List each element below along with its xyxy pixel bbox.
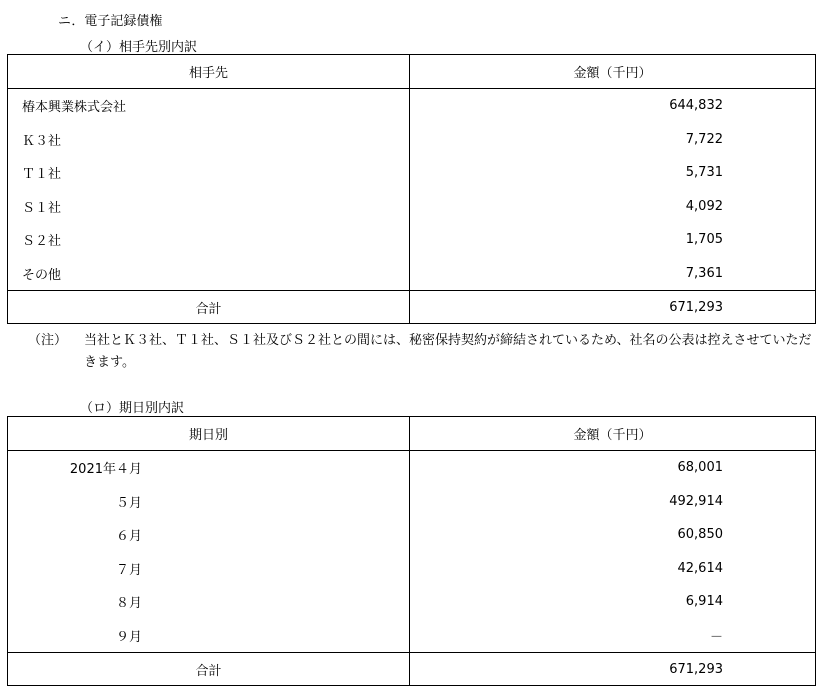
maturity-month: ７月 — [8, 552, 410, 586]
amount-cell: 7,361 — [410, 257, 816, 291]
counterparty-name: 椿本興業株式会社 — [8, 89, 410, 123]
total-amount: 671,293 — [410, 653, 816, 686]
amount-cell: 7,722 — [410, 123, 816, 157]
table-row — [8, 190, 816, 224]
footnote-mark: （注） — [28, 333, 68, 348]
counterparty-name: その他 — [8, 257, 410, 291]
table-header-row — [8, 417, 816, 451]
counterparty-breakdown-title: （イ）相手先別内訳 — [80, 40, 198, 55]
table-header-row — [8, 55, 816, 89]
total-row — [8, 291, 816, 324]
counterparty-table — [7, 54, 816, 324]
total-amount: 671,293 — [410, 291, 816, 324]
total-row — [8, 653, 816, 686]
table-row — [8, 451, 816, 485]
amount-cell: 644,832 — [410, 89, 816, 123]
table-row — [8, 485, 816, 519]
amount-cell: 5,731 — [410, 156, 816, 190]
maturity-month: ５月 — [8, 485, 410, 519]
footnote — [28, 330, 818, 374]
column-header-counterparty: 相手先 — [8, 55, 410, 89]
amount-cell: 492,914 — [410, 485, 816, 519]
maturity-month: ６月 — [8, 518, 410, 552]
total-label: 合計 — [8, 291, 410, 324]
amount-cell: 68,001 — [410, 451, 816, 485]
maturity-table — [7, 416, 816, 686]
amount-cell: 1,705 — [410, 223, 816, 257]
maturity-breakdown-title: （ロ）期日別内訳 — [80, 401, 185, 416]
total-label: 合計 — [8, 653, 410, 686]
section-heading: ニ．電子記録債権 — [58, 14, 163, 29]
amount-cell: 42,614 — [410, 552, 816, 586]
table-row — [8, 518, 816, 552]
maturity-month: ９月 — [8, 619, 410, 653]
amount-cell: 60,850 — [410, 518, 816, 552]
table-row — [8, 552, 816, 586]
table-row — [8, 223, 816, 257]
table-row — [8, 619, 816, 653]
table-row — [8, 156, 816, 190]
footnote-text: 当社とＫ３社、Ｔ１社、Ｓ１社及びＳ２社との間には、秘密保持契約が締結されているため、社名の公表は控えさせていただきます。 — [84, 333, 812, 370]
counterparty-name: Ｓ１社 — [8, 190, 410, 224]
maturity-month: ８月 — [8, 585, 410, 619]
column-header-amount: 金額（千円） — [410, 55, 816, 89]
column-header-maturity: 期日別 — [8, 417, 410, 451]
amount-cell: 6,914 — [410, 585, 816, 619]
counterparty-name: Ｔ１社 — [8, 156, 410, 190]
maturity-month: 2021年４月 — [8, 451, 410, 485]
table-row — [8, 123, 816, 157]
counterparty-name: Ｓ２社 — [8, 223, 410, 257]
column-header-amount: 金額（千円） — [410, 417, 816, 451]
table-row — [8, 89, 816, 123]
amount-cell: － — [410, 619, 816, 653]
table-row — [8, 585, 816, 619]
table-row — [8, 257, 816, 291]
counterparty-name: Ｋ３社 — [8, 123, 410, 157]
amount-cell: 4,092 — [410, 190, 816, 224]
